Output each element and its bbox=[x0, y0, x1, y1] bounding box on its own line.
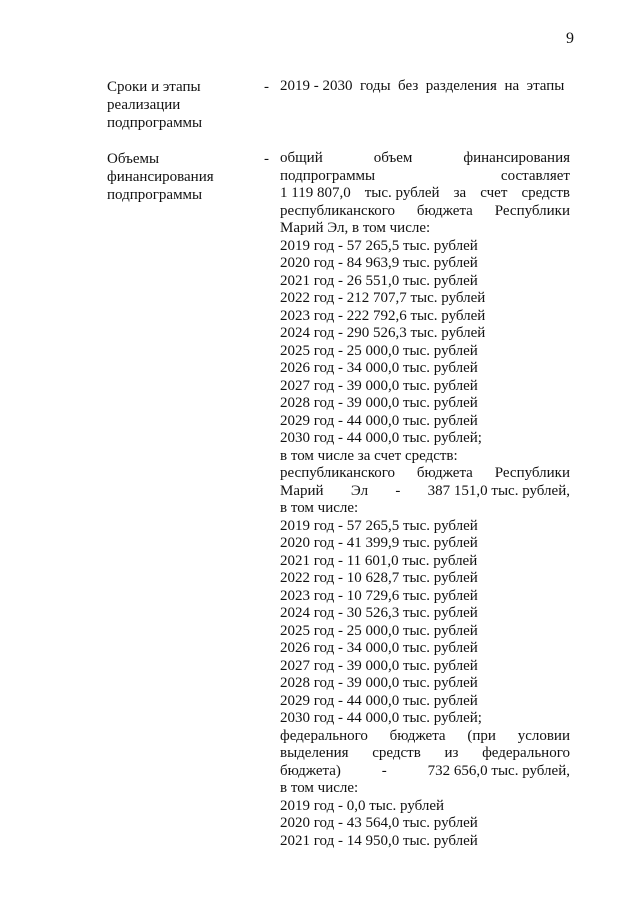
republic-line bbox=[280, 465, 570, 483]
year-line: 2025 год - 25 000,0 тыс. рублей bbox=[280, 622, 478, 639]
year-line: 2030 год - 44 000,0 тыс. рублей; bbox=[280, 710, 482, 726]
year-line: 2020 год - 84 963,9 тыс. рублей bbox=[280, 255, 478, 271]
year-line: 2023 год - 222 792,6 тыс. рублей bbox=[280, 307, 486, 324]
label-line: финансирования bbox=[107, 169, 214, 185]
year-line: 2028 год - 39 000,0 тыс. рублей bbox=[280, 395, 478, 411]
funding-intro-line bbox=[280, 203, 570, 221]
year-line: 2019 год - 0,0 тыс. рублей bbox=[280, 797, 445, 814]
year-line: 2025 год - 25 000,0 тыс. рублей bbox=[280, 342, 478, 359]
word: федерального bbox=[280, 727, 368, 744]
year-line: 2020 год - 41 399,9 тыс. рублей bbox=[280, 535, 478, 551]
year-line: 2029 год - 44 000,0 тыс. рублей bbox=[280, 692, 478, 709]
word: Эл bbox=[350, 482, 369, 499]
year-line: 2019 год - 57 265,5 тыс. рублей bbox=[280, 517, 478, 534]
section-dash: - bbox=[264, 151, 269, 167]
word: - bbox=[395, 482, 401, 499]
year-line: 2019 год - 57 265,5 тыс. рублей bbox=[280, 237, 478, 254]
section-timeline-text bbox=[280, 78, 580, 96]
word: Марий bbox=[280, 482, 324, 499]
federal-line bbox=[280, 745, 570, 763]
word: за bbox=[453, 185, 467, 201]
section-timeline-label bbox=[107, 78, 257, 132]
funding-intro-line bbox=[280, 150, 570, 168]
year-line: 2021 год - 26 551,0 тыс. рублей bbox=[280, 272, 478, 289]
label-line: реализации bbox=[107, 97, 181, 113]
total-by-year-list bbox=[280, 238, 570, 448]
section-dash: - bbox=[264, 79, 269, 95]
funding-intro-line bbox=[280, 185, 570, 203]
word: - bbox=[381, 762, 387, 779]
word: республиканского bbox=[280, 202, 395, 219]
year-line: 2023 год - 10 729,6 тыс. рублей bbox=[280, 587, 478, 604]
year-line: 2028 год - 39 000,0 тыс. рублей bbox=[280, 675, 478, 691]
federal-line: в том числе: bbox=[280, 780, 359, 796]
federal-line bbox=[280, 763, 570, 781]
word: 732 656,0 тыс. рублей, bbox=[427, 762, 570, 779]
word: Республики bbox=[494, 202, 570, 219]
year-line: 2022 год - 212 707,7 тыс. рублей bbox=[280, 290, 486, 306]
year-line: 2030 год - 44 000,0 тыс. рублей; bbox=[280, 430, 482, 446]
republic-by-year-list bbox=[280, 518, 570, 728]
funding-intro-line bbox=[280, 168, 570, 186]
word: тыс. рублей bbox=[364, 185, 440, 201]
section-funding-label bbox=[107, 150, 257, 204]
word: объем bbox=[373, 150, 413, 166]
label-line: подпрограммы bbox=[107, 187, 203, 203]
word: республиканского bbox=[280, 465, 395, 481]
timeline-text: 2019 - 2030 годы без разделения на этапы bbox=[280, 78, 565, 94]
word: составляет bbox=[500, 167, 570, 184]
word: финансирования bbox=[463, 150, 570, 166]
federal-by-year-list bbox=[280, 798, 570, 851]
year-line: 2022 год - 10 628,7 тыс. рублей bbox=[280, 570, 478, 586]
word: бюджета bbox=[416, 202, 473, 219]
year-line: 2027 год - 39 000,0 тыс. рублей bbox=[280, 657, 478, 674]
word: средств bbox=[521, 185, 570, 201]
label-line: Сроки и этапы bbox=[107, 79, 201, 95]
year-line: 2024 год - 290 526,3 тыс. рублей bbox=[280, 325, 486, 341]
year-line: 2026 год - 34 000,0 тыс. рублей bbox=[280, 360, 478, 376]
word: выделения bbox=[280, 745, 349, 761]
word: бюджета) bbox=[280, 762, 341, 779]
word: условии bbox=[517, 727, 570, 744]
federal-line bbox=[280, 728, 570, 746]
word: средств bbox=[372, 745, 421, 761]
label-line: Объемы bbox=[107, 151, 160, 167]
word: федерального bbox=[482, 745, 570, 761]
label-line: подпрограммы bbox=[107, 115, 203, 131]
year-line: 2029 год - 44 000,0 тыс. рублей bbox=[280, 412, 478, 429]
funding-intro-line: Марий Эл, в том числе: bbox=[280, 220, 431, 236]
year-line: 2027 год - 39 000,0 тыс. рублей bbox=[280, 377, 478, 394]
year-line: 2026 год - 34 000,0 тыс. рублей bbox=[280, 640, 478, 656]
word: Республики bbox=[494, 465, 570, 481]
word: (при bbox=[467, 727, 496, 744]
year-line: 2024 год - 30 526,3 тыс. рублей bbox=[280, 605, 478, 621]
republic-line bbox=[280, 483, 570, 501]
sources-intro: в том числе за счет средств: bbox=[280, 447, 458, 464]
year-line: 2021 год - 14 950,0 тыс. рублей bbox=[280, 832, 478, 849]
word: бюджета bbox=[389, 727, 446, 744]
word: 387 151,0 тыс. рублей, bbox=[427, 482, 570, 499]
word: из bbox=[444, 745, 459, 761]
word: общий bbox=[280, 150, 323, 166]
page-number: 9 bbox=[566, 30, 574, 47]
republic-line: в том числе: bbox=[280, 500, 359, 516]
word: бюджета bbox=[416, 465, 473, 481]
funding-content bbox=[280, 150, 570, 850]
year-line: 2021 год - 11 601,0 тыс. рублей bbox=[280, 552, 478, 569]
word: счет bbox=[480, 185, 508, 201]
year-line: 2020 год - 43 564,0 тыс. рублей bbox=[280, 815, 478, 831]
word: 1 119 807,0 bbox=[280, 185, 351, 201]
word: подпрограммы bbox=[280, 167, 376, 184]
